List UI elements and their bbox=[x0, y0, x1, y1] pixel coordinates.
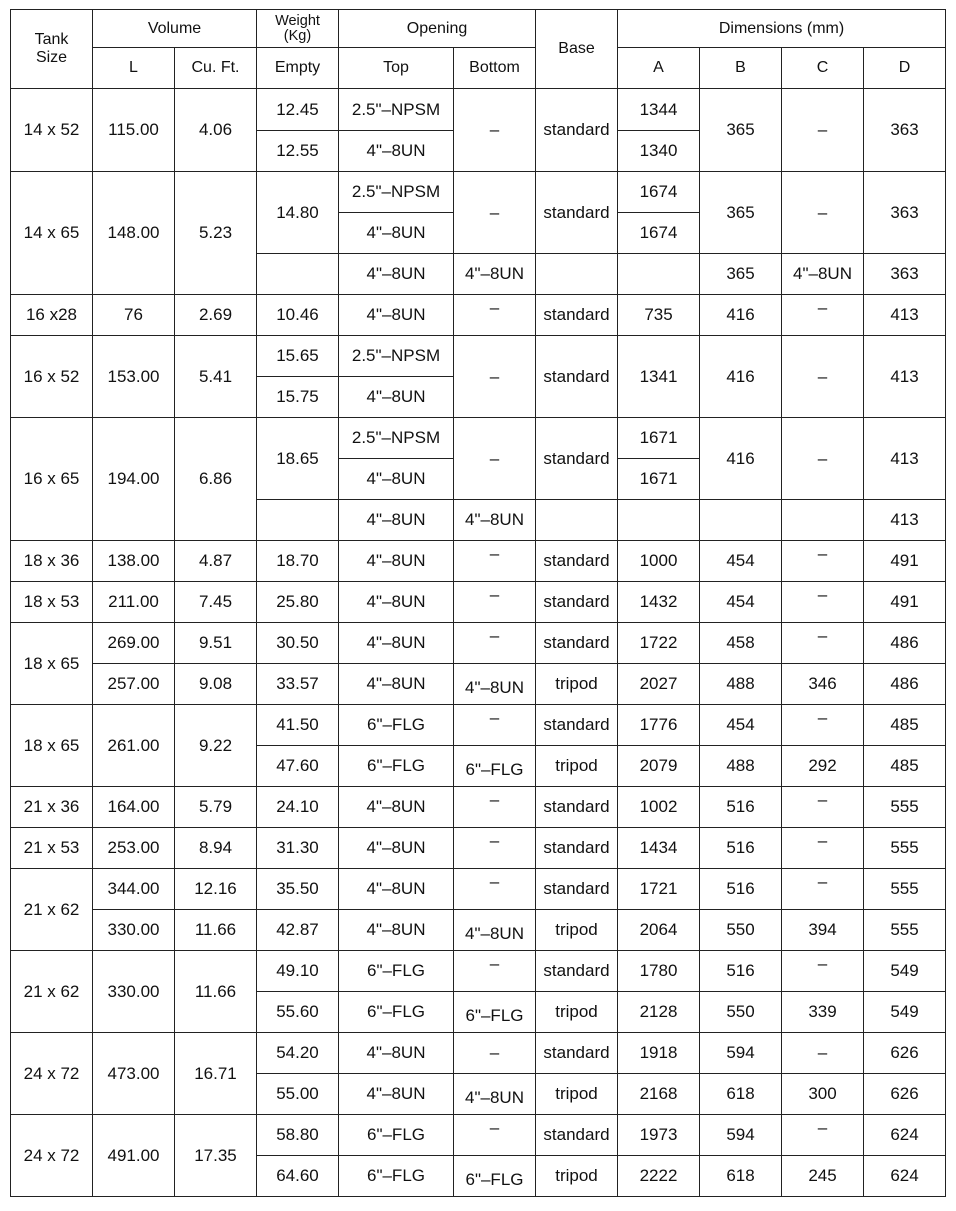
table-cell: 64.60 bbox=[257, 1156, 339, 1197]
table-cell: standard bbox=[536, 89, 618, 172]
table-cell: 1918 bbox=[618, 1033, 700, 1074]
table-cell: standard bbox=[536, 623, 618, 664]
table-cell: 473.00 bbox=[93, 1033, 175, 1115]
table-cell: 211.00 bbox=[93, 582, 175, 623]
table-cell: 58.80 bbox=[257, 1115, 339, 1156]
dash-cell: – bbox=[454, 295, 536, 336]
table-cell: 330.00 bbox=[93, 910, 175, 951]
table-cell: standard bbox=[536, 336, 618, 418]
table-cell: 257.00 bbox=[93, 664, 175, 705]
table-cell: 18 x 65 bbox=[11, 705, 93, 787]
table-cell: 4"–8UN bbox=[454, 664, 536, 705]
table-cell: 2168 bbox=[618, 1074, 700, 1115]
table-cell bbox=[257, 500, 339, 541]
table-cell: tripod bbox=[536, 910, 618, 951]
dash-cell: – bbox=[782, 582, 864, 623]
table-cell: 4"–8UN bbox=[339, 295, 454, 336]
table-cell: 549 bbox=[864, 992, 946, 1033]
table-cell: 47.60 bbox=[257, 746, 339, 787]
table-cell: 416 bbox=[700, 336, 782, 418]
table-cell: 555 bbox=[864, 910, 946, 951]
table-cell: 594 bbox=[700, 1115, 782, 1156]
table-cell: 5.41 bbox=[175, 336, 257, 418]
table-cell: 454 bbox=[700, 582, 782, 623]
dash-cell: – bbox=[782, 336, 864, 418]
dash-cell: – bbox=[782, 418, 864, 500]
tank-size-header: Tank Size bbox=[11, 10, 93, 89]
table-cell: 4"–8UN bbox=[339, 131, 454, 172]
dash-cell: – bbox=[782, 828, 864, 869]
table-cell: 49.10 bbox=[257, 951, 339, 992]
table-cell: 6"–FLG bbox=[339, 1115, 454, 1156]
table-cell: 2079 bbox=[618, 746, 700, 787]
table-cell: 626 bbox=[864, 1033, 946, 1074]
table-cell: 18.70 bbox=[257, 541, 339, 582]
table-cell: 2128 bbox=[618, 992, 700, 1033]
dash-cell: – bbox=[782, 869, 864, 910]
table-cell: 6"–FLG bbox=[454, 1156, 536, 1197]
dash-cell: – bbox=[454, 418, 536, 500]
table-cell: standard bbox=[536, 869, 618, 910]
dash-cell: – bbox=[782, 705, 864, 746]
table-cell: 18.65 bbox=[257, 418, 339, 500]
table-cell: 4"–8UN bbox=[339, 1033, 454, 1074]
table-cell: 21 x 62 bbox=[11, 869, 93, 951]
table-cell: tripod bbox=[536, 992, 618, 1033]
table-cell: 550 bbox=[700, 992, 782, 1033]
table-row bbox=[11, 1115, 946, 1156]
table-cell: 5.79 bbox=[175, 787, 257, 828]
table-cell bbox=[618, 500, 700, 541]
table-cell: 4"–8UN bbox=[339, 459, 454, 500]
table-cell: 261.00 bbox=[93, 705, 175, 787]
table-cell: 12.45 bbox=[257, 89, 339, 131]
dash-cell: – bbox=[782, 951, 864, 992]
table-cell: 1776 bbox=[618, 705, 700, 746]
table-cell: 365 bbox=[700, 254, 782, 295]
table-cell: standard bbox=[536, 541, 618, 582]
table-cell: 365 bbox=[700, 172, 782, 254]
table-row bbox=[11, 1033, 946, 1074]
table-cell: tripod bbox=[536, 746, 618, 787]
table-cell: 413 bbox=[864, 418, 946, 500]
table-cell: 30.50 bbox=[257, 623, 339, 664]
table-cell: 21 x 36 bbox=[11, 787, 93, 828]
base-header: Base bbox=[536, 10, 618, 89]
table-cell: 6"–FLG bbox=[339, 746, 454, 787]
dash-cell: – bbox=[782, 89, 864, 172]
table-cell: 624 bbox=[864, 1156, 946, 1197]
table-cell: 300 bbox=[782, 1074, 864, 1115]
table-cell: 138.00 bbox=[93, 541, 175, 582]
volume-header: Volume bbox=[93, 10, 257, 48]
table-cell: 1722 bbox=[618, 623, 700, 664]
table-cell: 25.80 bbox=[257, 582, 339, 623]
table-cell bbox=[536, 254, 618, 295]
tank-spec-table bbox=[10, 9, 946, 1197]
table-cell: 618 bbox=[700, 1156, 782, 1197]
table-cell: 2027 bbox=[618, 664, 700, 705]
table-cell: 485 bbox=[864, 705, 946, 746]
table-cell: standard bbox=[536, 828, 618, 869]
table-cell: 555 bbox=[864, 787, 946, 828]
table-cell: 4"–8UN bbox=[339, 254, 454, 295]
table-cell: 14 x 65 bbox=[11, 172, 93, 295]
table-cell: 18 x 53 bbox=[11, 582, 93, 623]
dash-cell: – bbox=[454, 828, 536, 869]
table-cell: 416 bbox=[700, 295, 782, 336]
table-cell: 365 bbox=[700, 89, 782, 172]
table-cell: 491.00 bbox=[93, 1115, 175, 1197]
cubic-feet-header: Cu. Ft. bbox=[175, 48, 257, 89]
table-cell bbox=[782, 500, 864, 541]
table-cell: 413 bbox=[864, 336, 946, 418]
table-cell: 363 bbox=[864, 89, 946, 172]
table-cell: 14 x 52 bbox=[11, 89, 93, 172]
dash-cell: – bbox=[782, 295, 864, 336]
table-cell: 1434 bbox=[618, 828, 700, 869]
table-cell: 1674 bbox=[618, 213, 700, 254]
table-cell: 1002 bbox=[618, 787, 700, 828]
table-cell: 4"–8UN bbox=[339, 787, 454, 828]
dash-cell: – bbox=[454, 172, 536, 254]
table-cell: 292 bbox=[782, 746, 864, 787]
table-cell: 550 bbox=[700, 910, 782, 951]
table-cell: 1341 bbox=[618, 336, 700, 418]
table-cell: 2064 bbox=[618, 910, 700, 951]
table-cell: 6"–FLG bbox=[454, 746, 536, 787]
top-opening-header: Top bbox=[339, 48, 454, 89]
table-cell: 491 bbox=[864, 582, 946, 623]
bottom-opening-header: Bottom bbox=[454, 48, 536, 89]
table-cell: 8.94 bbox=[175, 828, 257, 869]
table-cell: 12.16 bbox=[175, 869, 257, 910]
table-cell: tripod bbox=[536, 1074, 618, 1115]
table-row bbox=[11, 295, 946, 336]
table-cell: standard bbox=[536, 418, 618, 500]
table-cell: 6"–FLG bbox=[339, 705, 454, 746]
weight-header: Weight (Kg) bbox=[257, 10, 339, 48]
table-cell: 4"–8UN bbox=[339, 910, 454, 951]
dash-cell: – bbox=[454, 1033, 536, 1074]
table-cell: 488 bbox=[700, 664, 782, 705]
table-cell: 17.35 bbox=[175, 1115, 257, 1197]
table-cell: 35.50 bbox=[257, 869, 339, 910]
table-cell: 1340 bbox=[618, 131, 700, 172]
table-cell: 330.00 bbox=[93, 951, 175, 1033]
table-cell: standard bbox=[536, 172, 618, 254]
table-cell: 2.69 bbox=[175, 295, 257, 336]
table-row bbox=[11, 664, 946, 705]
table-cell: 24 x 72 bbox=[11, 1033, 93, 1115]
table-row bbox=[11, 951, 946, 992]
table-cell: 42.87 bbox=[257, 910, 339, 951]
table-cell: 594 bbox=[700, 1033, 782, 1074]
table-row bbox=[11, 541, 946, 582]
table-cell: 6"–FLG bbox=[339, 1156, 454, 1197]
dash-cell: – bbox=[454, 1115, 536, 1156]
table-cell: standard bbox=[536, 1115, 618, 1156]
dim-a-header: A bbox=[618, 48, 700, 89]
table-cell bbox=[618, 254, 700, 295]
table-cell: 516 bbox=[700, 869, 782, 910]
table-cell: 1000 bbox=[618, 541, 700, 582]
dash-cell: – bbox=[454, 541, 536, 582]
dim-c-header: C bbox=[782, 48, 864, 89]
liters-header: L bbox=[93, 48, 175, 89]
table-cell: 4"–8UN bbox=[339, 623, 454, 664]
table-cell: 5.23 bbox=[175, 172, 257, 295]
table-cell: 4"–8UN bbox=[339, 582, 454, 623]
table-header bbox=[11, 10, 946, 89]
table-cell: 549 bbox=[864, 951, 946, 992]
table-cell: 486 bbox=[864, 623, 946, 664]
table-cell: 6"–FLG bbox=[339, 951, 454, 992]
dash-cell: – bbox=[782, 172, 864, 254]
table-cell: 21 x 53 bbox=[11, 828, 93, 869]
table-cell: 2222 bbox=[618, 1156, 700, 1197]
table-cell: 148.00 bbox=[93, 172, 175, 295]
table-cell: 6"–FLG bbox=[339, 992, 454, 1033]
table-cell: 14.80 bbox=[257, 172, 339, 254]
table-cell: 4"–8UN bbox=[339, 828, 454, 869]
table-row bbox=[11, 705, 946, 746]
table-row bbox=[11, 623, 946, 664]
table-cell: 16 x28 bbox=[11, 295, 93, 336]
table-cell: 1671 bbox=[618, 418, 700, 459]
table-cell: 416 bbox=[700, 418, 782, 500]
table-cell: 488 bbox=[700, 746, 782, 787]
table-cell: 1432 bbox=[618, 582, 700, 623]
table-cell: 344.00 bbox=[93, 869, 175, 910]
table-cell: 24.10 bbox=[257, 787, 339, 828]
table-cell: 363 bbox=[864, 172, 946, 254]
table-cell: 4"–8UN bbox=[339, 1074, 454, 1115]
dim-d-header: D bbox=[864, 48, 946, 89]
table-cell: 9.22 bbox=[175, 705, 257, 787]
table-cell: 33.57 bbox=[257, 664, 339, 705]
dash-cell: – bbox=[782, 1115, 864, 1156]
table-cell: standard bbox=[536, 295, 618, 336]
dash-cell: – bbox=[782, 1033, 864, 1074]
table-row bbox=[11, 89, 946, 131]
dash-cell: – bbox=[454, 582, 536, 623]
dim-b-header: B bbox=[700, 48, 782, 89]
table-cell: 1671 bbox=[618, 459, 700, 500]
table-cell: 4"–8UN bbox=[339, 213, 454, 254]
table-cell: 41.50 bbox=[257, 705, 339, 746]
table-cell: 555 bbox=[864, 869, 946, 910]
table-cell: 16 x 52 bbox=[11, 336, 93, 418]
table-cell: 115.00 bbox=[93, 89, 175, 172]
table-cell: 31.30 bbox=[257, 828, 339, 869]
table-cell: 1674 bbox=[618, 172, 700, 213]
table-cell: 458 bbox=[700, 623, 782, 664]
dash-cell: – bbox=[782, 787, 864, 828]
table-cell: 76 bbox=[93, 295, 175, 336]
table-row bbox=[11, 582, 946, 623]
dash-cell: – bbox=[454, 951, 536, 992]
table-row bbox=[11, 418, 946, 459]
table-cell: 516 bbox=[700, 787, 782, 828]
table-cell bbox=[536, 500, 618, 541]
table-cell: 55.00 bbox=[257, 1074, 339, 1115]
table-cell: 626 bbox=[864, 1074, 946, 1115]
table-cell: 413 bbox=[864, 295, 946, 336]
table-cell: 491 bbox=[864, 541, 946, 582]
table-cell: 4"–8UN bbox=[454, 1074, 536, 1115]
table-cell: 2.5"–NPSM bbox=[339, 336, 454, 377]
table-cell: 15.65 bbox=[257, 336, 339, 377]
table-row bbox=[11, 869, 946, 910]
table-row bbox=[11, 787, 946, 828]
table-cell: 624 bbox=[864, 1115, 946, 1156]
table-cell: 4"–8UN bbox=[454, 254, 536, 295]
table-cell: tripod bbox=[536, 1156, 618, 1197]
table-cell: 12.55 bbox=[257, 131, 339, 172]
table-cell: 4"–8UN bbox=[339, 664, 454, 705]
table-cell: 18 x 36 bbox=[11, 541, 93, 582]
table-cell: 6.86 bbox=[175, 418, 257, 541]
table-cell: 10.46 bbox=[257, 295, 339, 336]
table-cell: 1721 bbox=[618, 869, 700, 910]
dash-cell: – bbox=[454, 623, 536, 664]
table-cell: 1344 bbox=[618, 89, 700, 131]
table-cell: 2.5"–NPSM bbox=[339, 418, 454, 459]
empty-weight-header: Empty bbox=[257, 48, 339, 89]
opening-header: Opening bbox=[339, 10, 536, 48]
table-cell: standard bbox=[536, 582, 618, 623]
table-cell: standard bbox=[536, 1033, 618, 1074]
table-body bbox=[11, 89, 946, 1197]
table-cell: 618 bbox=[700, 1074, 782, 1115]
table-cell: 4"–8UN bbox=[454, 910, 536, 951]
table-cell: tripod bbox=[536, 664, 618, 705]
table-cell: 1780 bbox=[618, 951, 700, 992]
table-cell: 11.66 bbox=[175, 951, 257, 1033]
table-cell: 454 bbox=[700, 705, 782, 746]
table-cell: 21 x 62 bbox=[11, 951, 93, 1033]
table-cell: 454 bbox=[700, 541, 782, 582]
table-cell: 735 bbox=[618, 295, 700, 336]
table-cell: 339 bbox=[782, 992, 864, 1033]
table-cell: 9.08 bbox=[175, 664, 257, 705]
table-cell: 15.75 bbox=[257, 377, 339, 418]
table-cell: 363 bbox=[864, 254, 946, 295]
table-row bbox=[11, 172, 946, 213]
table-cell: 153.00 bbox=[93, 336, 175, 418]
dash-cell: – bbox=[782, 623, 864, 664]
table-cell: 4"–8UN bbox=[339, 500, 454, 541]
table-cell bbox=[700, 500, 782, 541]
dash-cell: – bbox=[454, 869, 536, 910]
table-cell: standard bbox=[536, 787, 618, 828]
table-cell: 4"–8UN bbox=[339, 541, 454, 582]
dash-cell: – bbox=[454, 336, 536, 418]
table-cell: 516 bbox=[700, 951, 782, 992]
table-cell: 16.71 bbox=[175, 1033, 257, 1115]
table-cell: 16 x 65 bbox=[11, 418, 93, 541]
table-cell: 2.5"–NPSM bbox=[339, 89, 454, 131]
table-cell: standard bbox=[536, 951, 618, 992]
dimensions-header: Dimensions (mm) bbox=[618, 10, 946, 48]
table-cell: 4"–8UN bbox=[339, 869, 454, 910]
table-cell: 4.06 bbox=[175, 89, 257, 172]
dash-cell: – bbox=[454, 787, 536, 828]
table-cell: 413 bbox=[864, 500, 946, 541]
table-cell: 24 x 72 bbox=[11, 1115, 93, 1197]
table-cell: standard bbox=[536, 705, 618, 746]
dash-cell: – bbox=[454, 705, 536, 746]
table-cell: 194.00 bbox=[93, 418, 175, 541]
table-cell: 54.20 bbox=[257, 1033, 339, 1074]
table-cell: 485 bbox=[864, 746, 946, 787]
dash-cell: – bbox=[782, 541, 864, 582]
table-row bbox=[11, 336, 946, 377]
table-cell: 6"–FLG bbox=[454, 992, 536, 1033]
table-cell: 4"–8UN bbox=[782, 254, 864, 295]
table-cell bbox=[257, 254, 339, 295]
table-cell: 555 bbox=[864, 828, 946, 869]
table-row bbox=[11, 910, 946, 951]
table-cell: 9.51 bbox=[175, 623, 257, 664]
table-cell: 269.00 bbox=[93, 623, 175, 664]
table-cell: 164.00 bbox=[93, 787, 175, 828]
table-cell: 245 bbox=[782, 1156, 864, 1197]
table-cell: 7.45 bbox=[175, 582, 257, 623]
table-cell: 55.60 bbox=[257, 992, 339, 1033]
table-cell: 394 bbox=[782, 910, 864, 951]
table-cell: 4"–8UN bbox=[339, 377, 454, 418]
table-cell: 4.87 bbox=[175, 541, 257, 582]
table-cell: 4"–8UN bbox=[454, 500, 536, 541]
table-cell: 486 bbox=[864, 664, 946, 705]
table-cell: 1973 bbox=[618, 1115, 700, 1156]
table-cell: 516 bbox=[700, 828, 782, 869]
dash-cell: – bbox=[454, 89, 536, 172]
table-cell: 18 x 65 bbox=[11, 623, 93, 705]
table-cell: 346 bbox=[782, 664, 864, 705]
table-cell: 11.66 bbox=[175, 910, 257, 951]
table-row bbox=[11, 828, 946, 869]
table-cell: 2.5"–NPSM bbox=[339, 172, 454, 213]
table-cell: 253.00 bbox=[93, 828, 175, 869]
